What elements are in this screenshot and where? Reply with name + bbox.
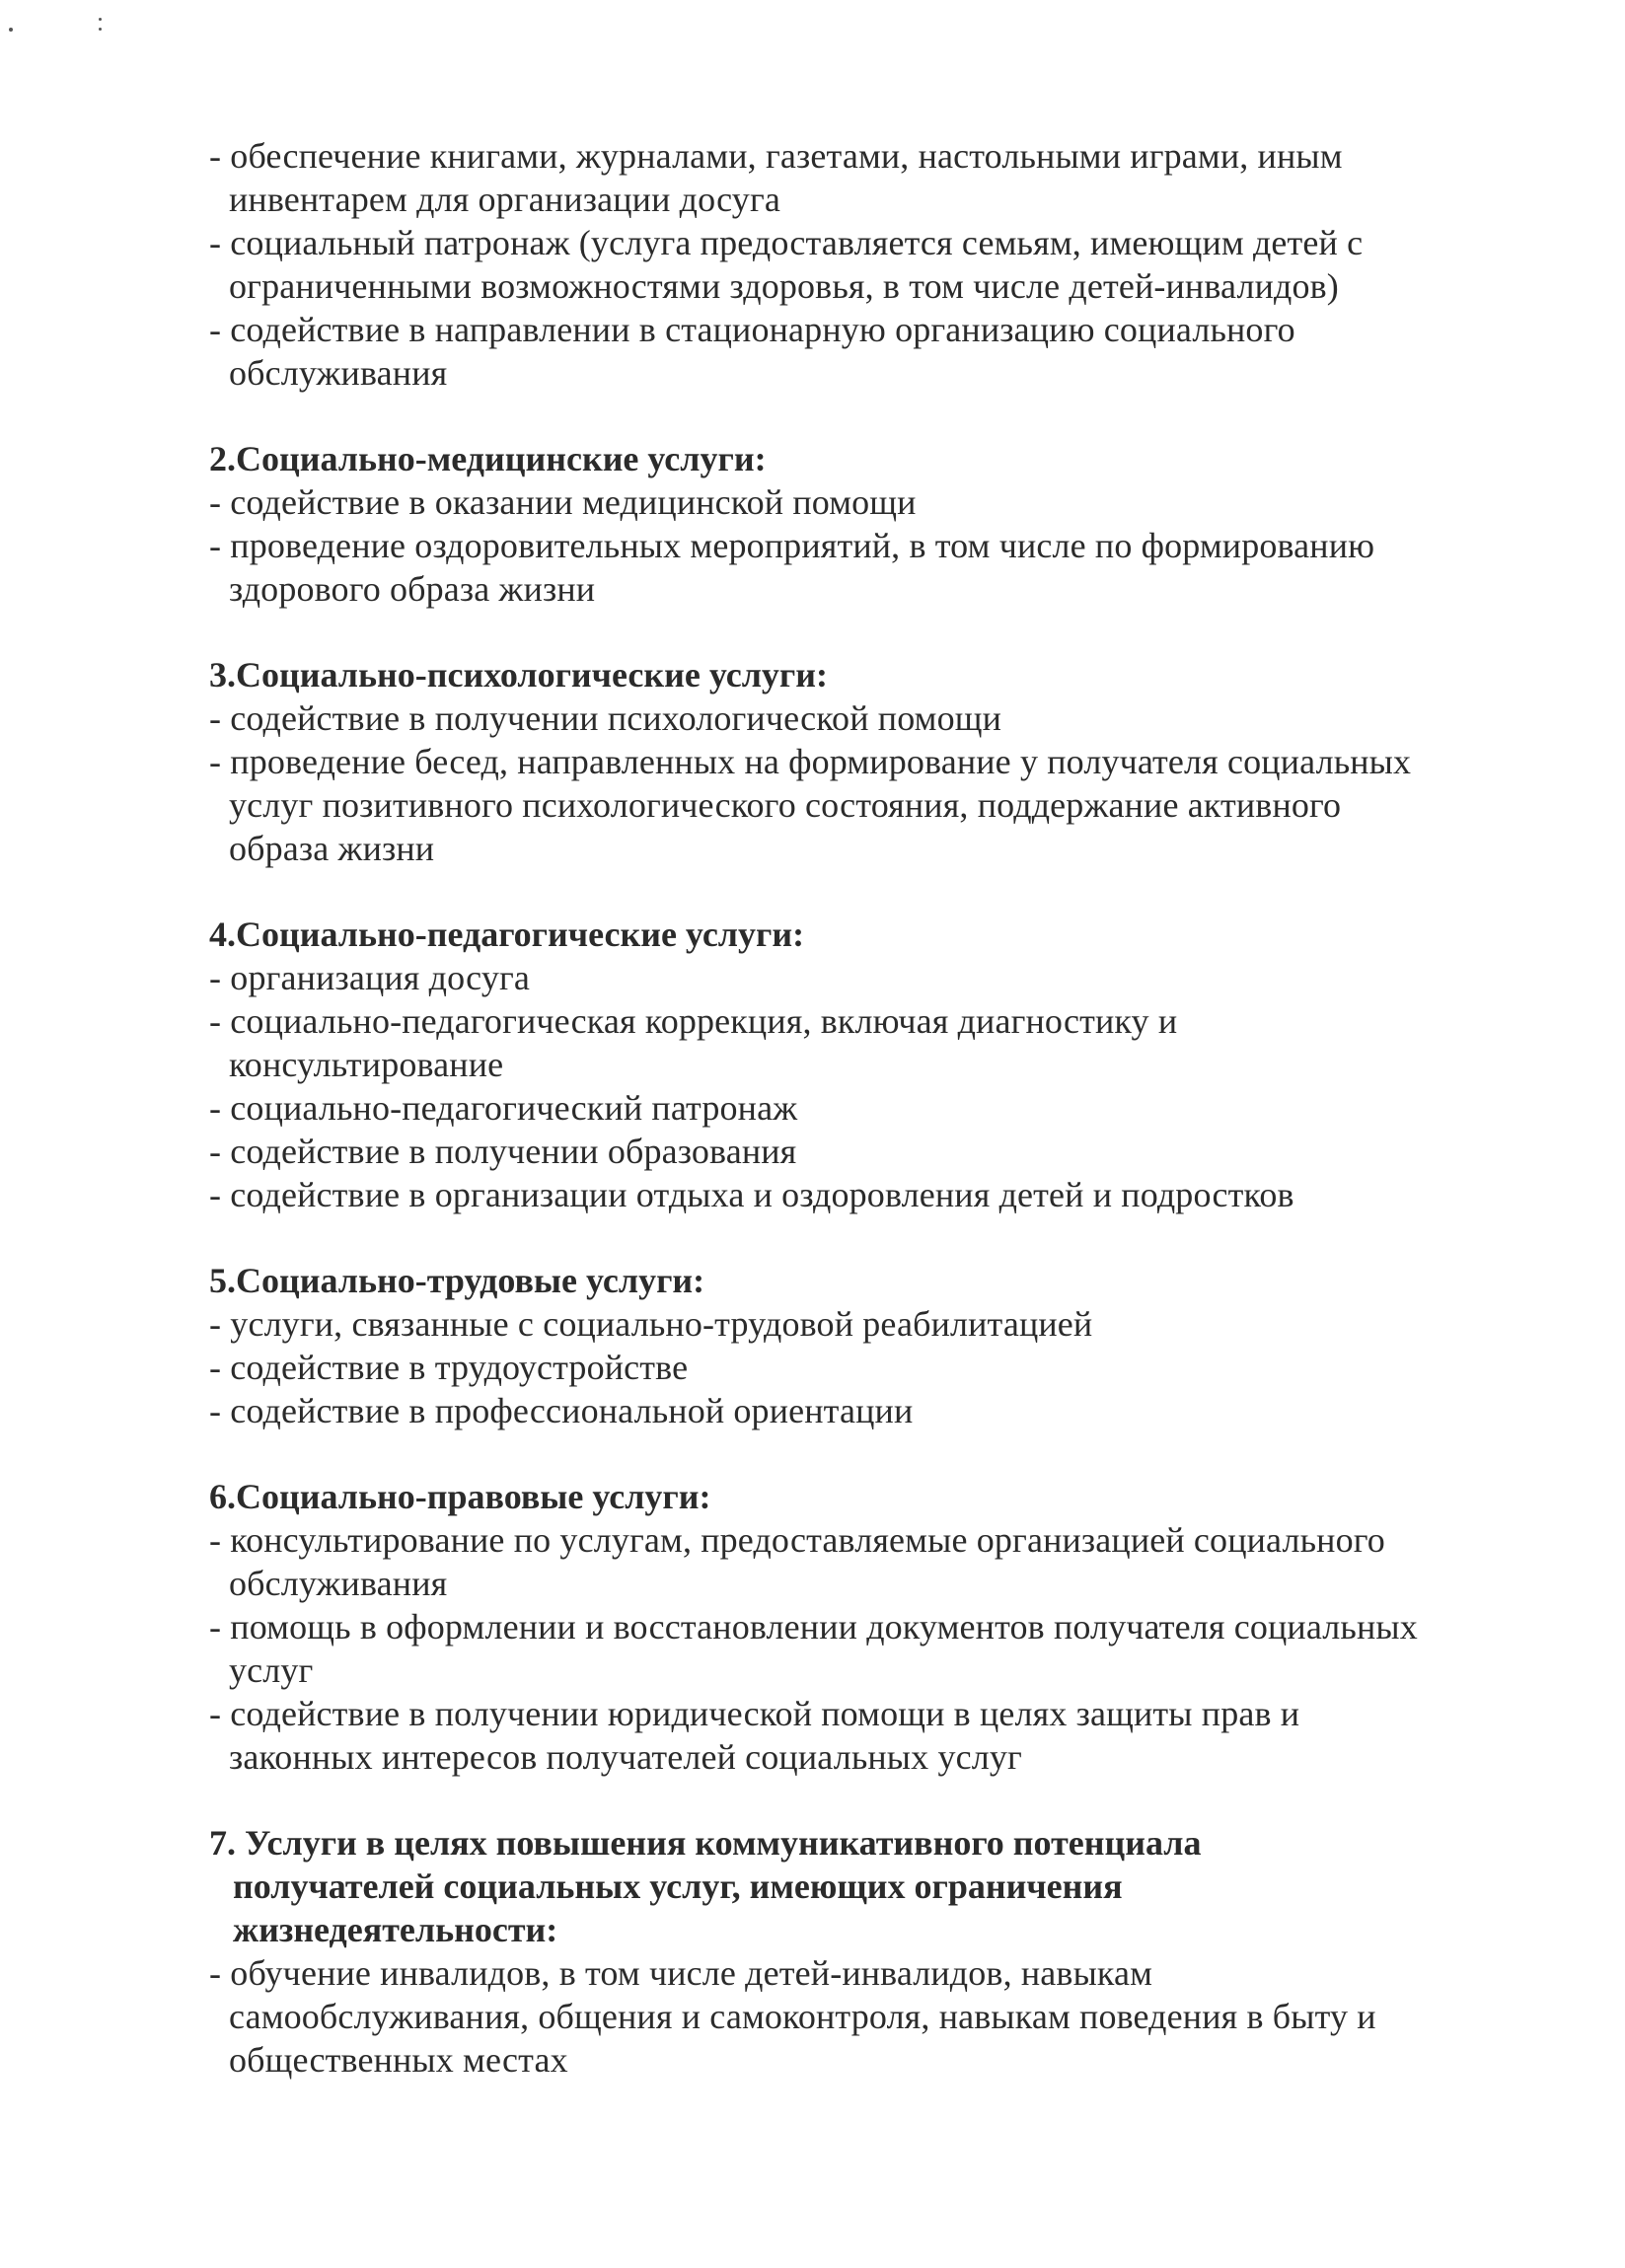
list-item-line: обслуживания (229, 1564, 448, 1603)
list-item (209, 1130, 1531, 1173)
list-item-line: общественных местах (229, 2040, 568, 2080)
list-item-line: - содействие в профессиональной ориентации (209, 1391, 914, 1430)
list-item (209, 1389, 1531, 1432)
list-item-line: законных интересов получателей социальных услуг (229, 1737, 1022, 1777)
preface-list (209, 134, 1531, 395)
section-pedagogical (209, 913, 1531, 1216)
list-item-line: - содействие в трудоустройстве (209, 1348, 689, 1387)
list-item (209, 1302, 1531, 1346)
list-item (209, 1518, 1531, 1605)
section-heading: 4.Социально-педагогические услуги: (209, 915, 805, 954)
list-item-line: - проведение бесед, направленных на формирование у получателя социальных (209, 742, 1412, 781)
list-item-line: - помощь в оформлении и восстановлении документов получателя социальных (209, 1607, 1418, 1646)
section-heading: 6.Социально-правовые услуги: (209, 1477, 711, 1516)
list-item (209, 1173, 1531, 1216)
list-item (209, 480, 1531, 524)
list-item-line: обслуживания (229, 353, 448, 393)
list-item-line: здорового образа жизни (229, 569, 596, 609)
list-item-line: - содействие в получении образования (209, 1132, 797, 1171)
section-communicative (209, 1821, 1531, 2082)
list-item (209, 308, 1531, 395)
section-heading: 5.Социально-трудовые услуги: (209, 1261, 705, 1300)
scan-speck (99, 18, 102, 21)
section-heading-line: получателей социальных услуг, имеющих ограничения (233, 1866, 1123, 1906)
list-item (209, 999, 1531, 1086)
list-item-line: - содействие в получении психологической помощи (209, 698, 1002, 738)
list-item-line: консультирование (229, 1045, 504, 1084)
section-heading: 2.Социально-медицинские услуги: (209, 439, 767, 478)
list-item-line: - обеспечение книгами, журналами, газетами, настольными играми, иным (209, 136, 1343, 176)
section-heading-line: жизнедеятельности: (233, 1910, 558, 1949)
list-item-line: - содействие в получении юридической помощи в целях защиты прав и (209, 1694, 1300, 1733)
scan-speck (99, 28, 102, 31)
list-item-line: - консультирование по услугам, предоставляемые организацией социального (209, 1520, 1385, 1560)
list-item-line: образа жизни (229, 829, 435, 868)
section-medical (209, 437, 1531, 611)
list-item (209, 221, 1531, 308)
list-item-line: - содействие в оказании медицинской помощи (209, 482, 917, 522)
document-body (209, 134, 1531, 2082)
list-item-line: самообслуживания, общения и самоконтроля, навыкам поведения в быту и (229, 1997, 1376, 2036)
list-item-line: - обучение инвалидов, в том числе детей-инвалидов, навыкам (209, 1953, 1153, 1993)
list-item-line: - социальный патронаж (услуга предоставляется семьям, имеющим детей с (209, 223, 1364, 262)
list-item-line: ограниченными возможностями здоровья, в том числе детей-инвалидов) (229, 266, 1339, 306)
list-item (209, 740, 1531, 870)
list-item (209, 696, 1531, 740)
list-item (209, 1951, 1531, 2082)
section-legal (209, 1475, 1531, 1779)
section-heading (209, 1821, 1531, 1951)
list-item (209, 524, 1531, 611)
list-item (209, 134, 1531, 221)
list-item-line: - организация досуга (209, 958, 531, 997)
list-item-line: услуг позитивного психологического состояния, поддержание активного (229, 785, 1342, 825)
list-item (209, 956, 1531, 999)
list-item (209, 1086, 1531, 1130)
list-item-line: услуг (229, 1650, 314, 1690)
list-item-line: инвентарем для организации досуга (229, 180, 780, 219)
list-item-line: - проведение оздоровительных мероприятий, в том числе по формированию (209, 526, 1375, 565)
scan-speck (9, 28, 13, 32)
section-heading: 3.Социально-психологические услуги: (209, 655, 828, 695)
section-heading-line: 7. Услуги в целях повышения коммуникативного потенциала (209, 1823, 1202, 1863)
list-item-line: - социально-педагогический патронаж (209, 1088, 798, 1128)
list-item (209, 1605, 1531, 1692)
section-psychological (209, 653, 1531, 870)
list-item (209, 1692, 1531, 1779)
list-item (209, 1346, 1531, 1389)
list-item-line: - содействие в направлении в стационарную организацию социального (209, 310, 1295, 349)
section-labour (209, 1259, 1531, 1432)
list-item-line: - услуги, связанные с социально-трудовой реабилитацией (209, 1304, 1093, 1344)
list-item-line: - социально-педагогическая коррекция, включая диагностику и (209, 1001, 1178, 1041)
list-item-line: - содействие в организации отдыха и оздоровления детей и подростков (209, 1175, 1294, 1214)
